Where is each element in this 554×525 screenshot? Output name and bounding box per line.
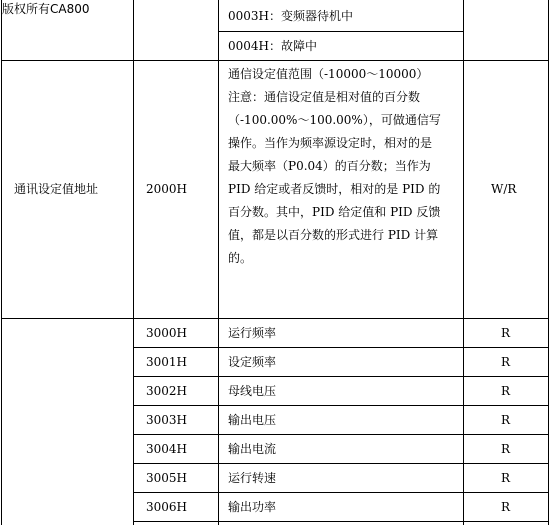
param-address: 3004H [146, 442, 188, 456]
status-code-fault: 0004H：故障中 [228, 39, 318, 53]
param-address: 3006H [146, 500, 188, 514]
param-access: R [501, 442, 511, 456]
param-address: 3001H [146, 355, 188, 369]
param-name: 运行转速 [228, 471, 277, 485]
description-line: 通信设定值范围（-10000～10000） [228, 67, 429, 81]
param-address: 3000H [146, 326, 188, 340]
param-name: 输出电压 [228, 413, 277, 427]
param-access: R [501, 500, 511, 514]
row-divider [133, 434, 549, 435]
row-divider [218, 31, 464, 32]
table-divider-col2 [218, 0, 219, 525]
description-line: （-100.00%～100.00%），可做通信写 [228, 113, 441, 127]
description-line: 注意：通信设定值是相对值的百分数 [228, 90, 421, 104]
param-name: 输出功率 [228, 500, 277, 514]
setpoint-description [228, 63, 460, 270]
param-access: R [501, 413, 511, 427]
param-name: 母线电压 [228, 384, 277, 398]
param-address: 3005H [146, 471, 188, 485]
description-line: 百分数。其中，PID 给定值和 PID 反馈 [228, 205, 441, 219]
row-divider [133, 347, 549, 348]
copyright-watermark: 版权所有CA800 [2, 2, 90, 16]
row-divider [1, 318, 549, 319]
setpoint-access: W/R [491, 182, 517, 196]
table-divider-col3 [463, 0, 464, 525]
param-name: 运行频率 [228, 326, 277, 340]
description-line: 值，都是以百分数的形式进行 PID 计算 [228, 228, 439, 242]
param-access: R [501, 326, 511, 340]
row-divider [133, 521, 549, 522]
param-access: R [501, 355, 511, 369]
param-name: 输出电流 [228, 442, 277, 456]
param-address: 3003H [146, 413, 188, 427]
description-line: 的。 [228, 251, 253, 265]
param-access: R [501, 384, 511, 398]
description-line: 操作。当作为频率源设定时，相对的是 [228, 136, 433, 150]
param-address: 3002H [146, 384, 188, 398]
param-name: 设定频率 [228, 355, 277, 369]
table-border-left [1, 0, 2, 525]
row-divider [133, 492, 549, 493]
table-border-right [548, 0, 549, 525]
status-code-standby: 0003H：变频器待机中 [228, 9, 354, 23]
description-line: PID 给定或者反馈时，相对的是 PID 的 [228, 182, 441, 196]
param-access: R [501, 471, 511, 485]
row-divider [133, 463, 549, 464]
setpoint-name: 通讯设定值地址 [14, 182, 99, 196]
row-divider [1, 60, 549, 61]
setpoint-address: 2000H [146, 182, 188, 196]
table-divider-col1 [133, 0, 134, 525]
row-divider [133, 376, 549, 377]
row-divider [133, 405, 549, 406]
description-line: 最大频率（P0.04）的百分数；当作为 [228, 159, 431, 173]
